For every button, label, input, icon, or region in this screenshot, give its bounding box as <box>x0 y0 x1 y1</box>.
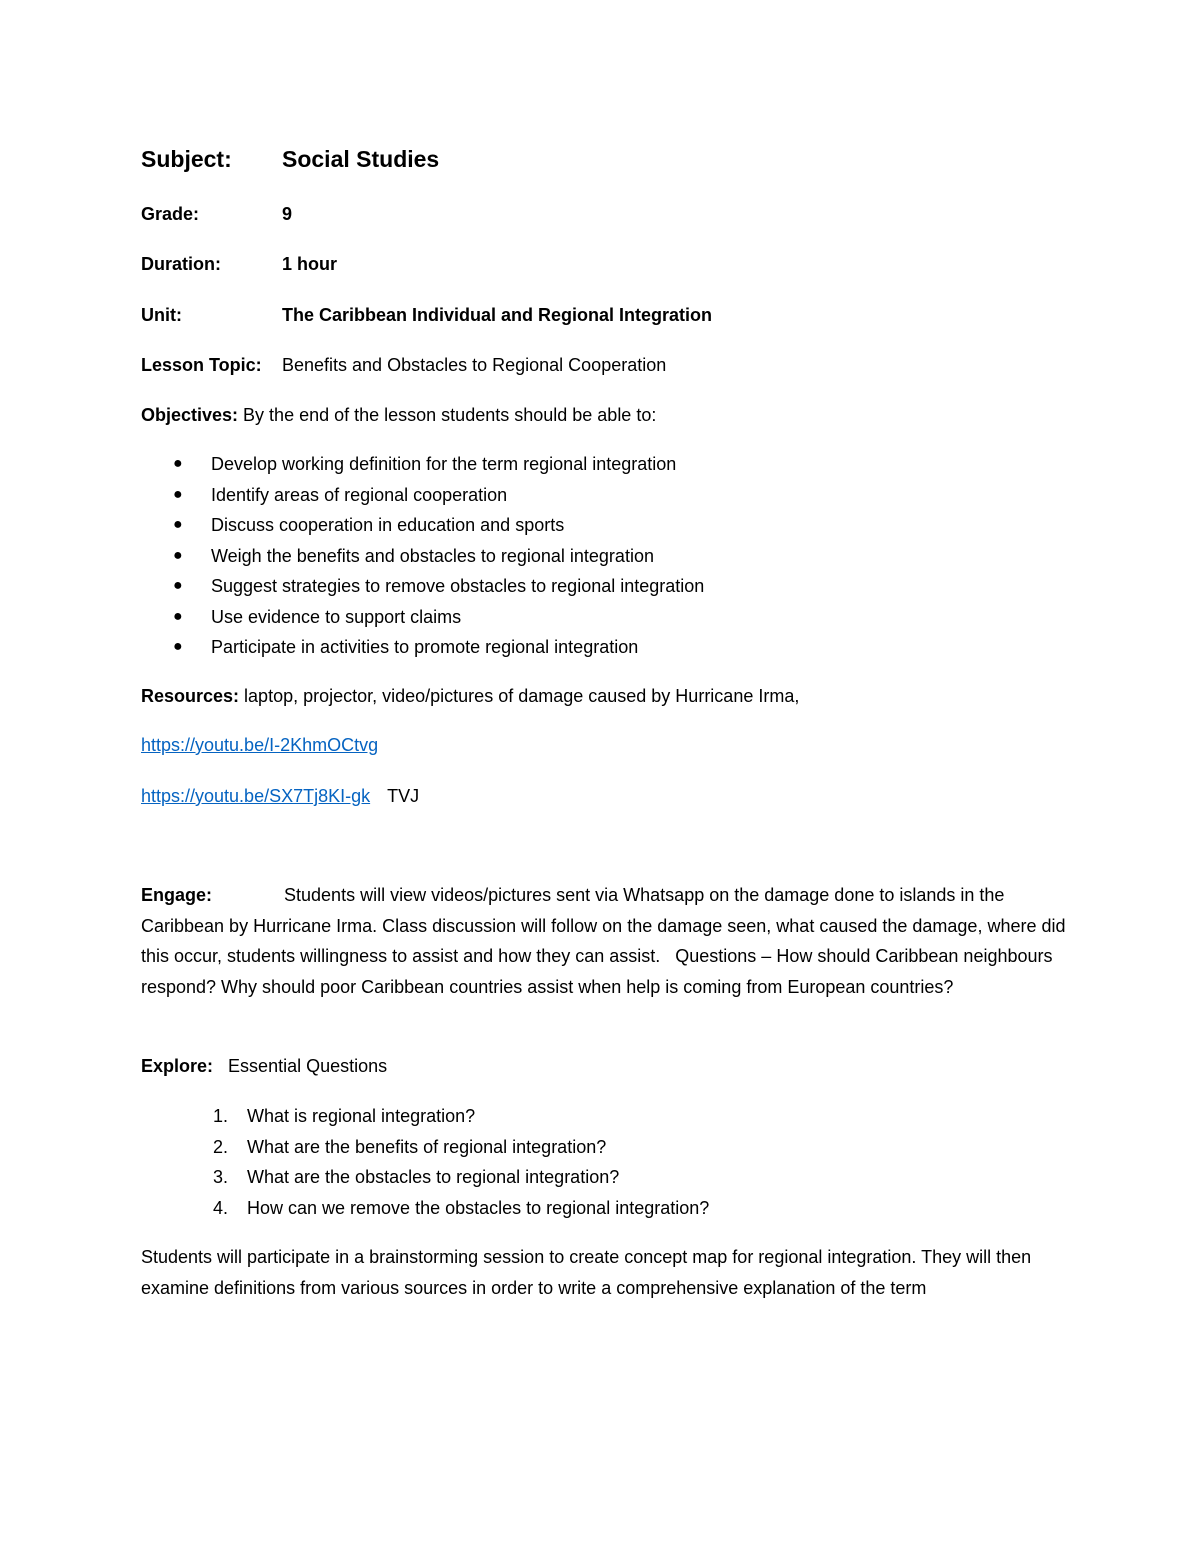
resources-label: Resources: <box>141 686 240 706</box>
explore-closing-paragraph: Students will participate in a brainstorming session to create concept map for regional integration. They will then examine definitions from various sources in order to write a comprehensive explanation of the term <box>141 1247 1032 1298</box>
objectives-intro: By the end of the lesson students should be able to: <box>238 405 657 425</box>
grade-label: Grade: <box>141 204 200 224</box>
unit-value: The Caribbean Individual and Regional Integration <box>282 305 713 325</box>
explore-label: Explore: <box>141 1056 214 1076</box>
duration-row <box>141 252 338 276</box>
engage-label: Engage: <box>141 885 213 905</box>
bullet-icon: ● <box>173 638 183 655</box>
resources-row <box>141 684 799 708</box>
subject-label: Subject: <box>141 146 232 172</box>
objectives-label: Objectives: <box>141 405 239 425</box>
grade-value: 9 <box>282 204 293 224</box>
engage-paragraph <box>141 880 1071 1002</box>
explore-row <box>141 1054 387 1078</box>
bullet-icon: ● <box>173 485 183 503</box>
bullet-icon: ● <box>173 607 183 625</box>
unit-row <box>141 303 713 327</box>
video-link-2-source: TVJ <box>387 786 420 806</box>
document-page: Subject: Social Studies Grade: 9 Duration: 1 hour Unit: The Caribbean Individual and Regional Integration Lesson Topic: Benefits and Obstacles to Regional Cooperation Objectives: By the end of the lesson students should be able to: ● Develop working definition for the term regional integration ● Identify areas of regional cooperation ● Discuss cooperation in education and sports ● Weigh the benefits and obstacles to regional integration ● Suggest strategies to remove obstacles to regional integration ● Use evidence to support claims ● Participate in activities to promote regional integration Resources: laptop, projector, video/pictures of damage caused by Hurricane Irma, https://youtu.be/I-2KhmOCtvg https://youtu.be/SX7Tj8KI-gk TVJ Engage: Students will view videos/pictures sent via Whatsapp on the damage done to islands in the Caribbean by Hurricane Irma. Class discussion will follow on the damage seen, what caused the damage, where did this occur, students willingness to assist and how they can assist. Questions – How should Caribbean neighbours respond? Why should poor Caribbean countries assist when help is coming from European countries? Explore: Essential Questions 1. What is regional integration? 2. What are the benefits of regional integration? 3. What are the obstacles to regional integration? 4. How can we remove the obstacles to regional integration? Students will participate in a brainstorming session to create concept map for regional integration. They will then examine definitions from various sources in order to write a comprehensive explanation of the term <box>0 0 1200 1553</box>
bullet-icon: ● <box>173 577 183 594</box>
duration-value: 1 hour <box>282 254 338 274</box>
explore-subtitle: Essential Questions <box>228 1056 388 1076</box>
duration-label: Duration: <box>141 254 221 274</box>
subject-value: Social Studies <box>282 146 440 172</box>
bullet-icon: ● <box>173 546 183 564</box>
engage-text: Students will view videos/pictures sent via Whatsapp on the damage done to islands in the Caribbean by Hurricane Irma. Class discussion will follow on the damage seen, what caused the damage, where did this occur, students willingness to assist and how they can assist. Questions – How should Caribbean neighbours respond? Why should poor Caribbean countries assist when help is coming from European countries? <box>141 885 1071 997</box>
lesson-topic-row <box>141 353 667 377</box>
objectives-row <box>141 403 656 427</box>
grade-row <box>141 202 293 226</box>
bullet-icon: ● <box>173 516 183 533</box>
subject-row <box>141 144 440 174</box>
lesson-topic-value: Benefits and Obstacles to Regional Cooperation <box>282 355 667 375</box>
resource-link-2-row <box>141 784 419 808</box>
resources-text: laptop, projector, video/pictures of damage caused by Hurricane Irma, <box>239 686 800 706</box>
resource-link-1-row <box>141 733 378 757</box>
unit-label: Unit: <box>141 305 182 325</box>
video-link-1[interactable]: https://youtu.be/I-2KhmOCtvg <box>141 735 379 755</box>
bullet-icon: ● <box>173 455 183 472</box>
video-link-2[interactable]: https://youtu.be/SX7Tj8KI-gk <box>141 786 371 806</box>
lesson-topic-label: Lesson Topic: <box>141 355 262 375</box>
